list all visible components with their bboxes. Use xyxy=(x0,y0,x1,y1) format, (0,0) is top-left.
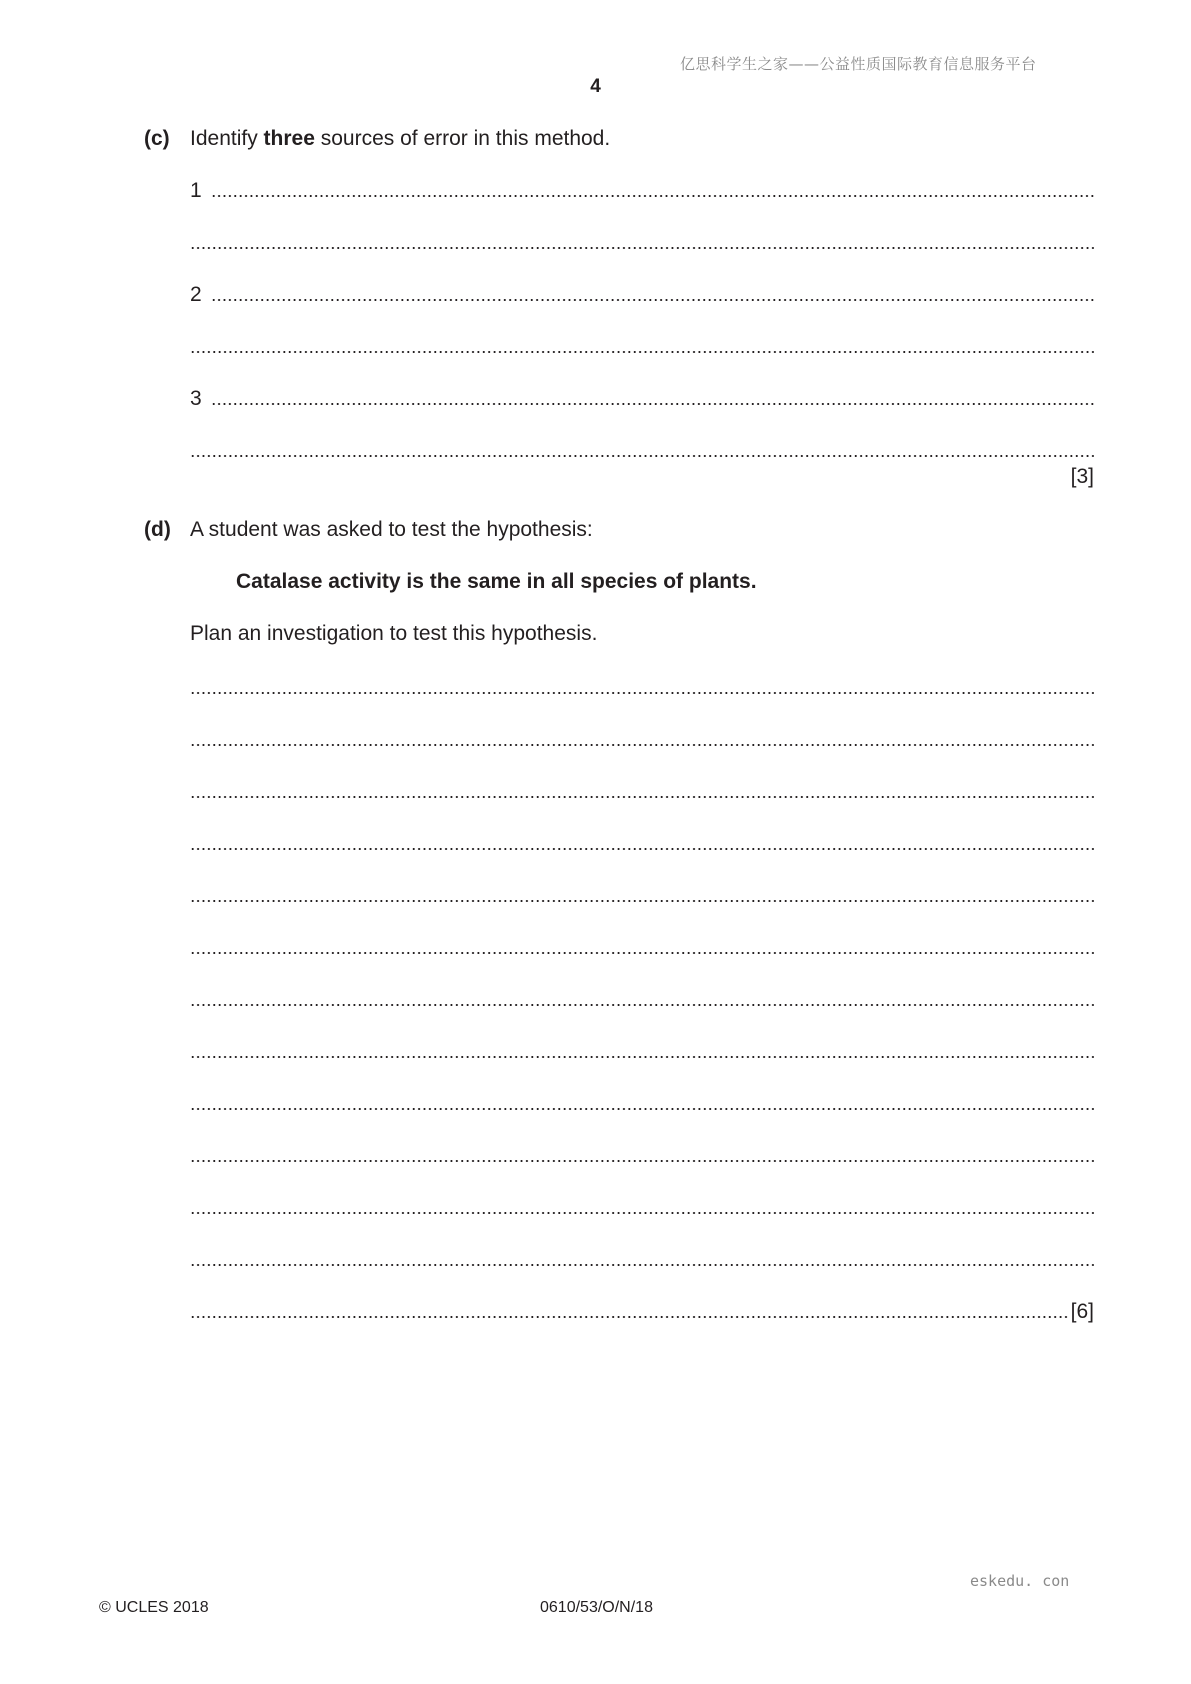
watermark-header: 亿思科学生之家——公益性质国际教育信息服务平台 xyxy=(680,55,1037,73)
dotted-line xyxy=(211,194,1094,198)
part-c-prompt-end: sources of error in this method. xyxy=(314,127,611,150)
answer-line-d11[interactable] xyxy=(190,1196,1094,1220)
page-number: 4 xyxy=(590,76,601,97)
part-c-prompt-start: Identify xyxy=(190,127,264,150)
part-d-marks: [6] xyxy=(1070,1300,1094,1323)
copyright-notice: © UCLES 2018 xyxy=(99,1599,209,1616)
answer-line-d7[interactable] xyxy=(190,988,1094,1012)
dotted-line xyxy=(190,847,1094,851)
dotted-line xyxy=(190,743,1094,747)
dotted-line xyxy=(190,1107,1094,1111)
dotted-line xyxy=(190,246,1094,250)
line-number: 1 xyxy=(190,179,202,202)
answer-line-d6[interactable] xyxy=(190,936,1094,960)
answer-line-c3[interactable] xyxy=(190,387,1094,411)
answer-line-c2-continued[interactable] xyxy=(190,335,1094,359)
dotted-line xyxy=(190,1263,1094,1267)
paper-code: 0610/53/O/N/18 xyxy=(540,1599,653,1616)
answer-line-d8[interactable] xyxy=(190,1040,1094,1064)
dotted-line xyxy=(190,691,1094,695)
dotted-line xyxy=(190,1315,1068,1319)
dotted-line xyxy=(211,298,1094,302)
answer-line-d4[interactable] xyxy=(190,832,1094,856)
dotted-line xyxy=(190,1159,1094,1163)
dotted-line xyxy=(190,795,1094,799)
answer-line-c1-continued[interactable] xyxy=(190,231,1094,255)
answer-line-d12[interactable] xyxy=(190,1248,1094,1272)
answer-line-c1[interactable] xyxy=(190,179,1094,203)
dotted-line xyxy=(190,454,1094,458)
dotted-line xyxy=(190,1003,1094,1007)
answer-line-c2[interactable] xyxy=(190,283,1094,307)
part-c-prompt xyxy=(190,127,610,151)
dotted-line xyxy=(190,1055,1094,1059)
dotted-line xyxy=(190,951,1094,955)
answer-line-d2[interactable] xyxy=(190,728,1094,752)
watermark-footer: eskedu. con xyxy=(970,1572,1070,1590)
dotted-line xyxy=(190,899,1094,903)
part-d-instruction: Plan an investigation to test this hypothesis. xyxy=(190,622,598,645)
dotted-line xyxy=(190,350,1094,354)
answer-line-d5[interactable] xyxy=(190,884,1094,908)
part-d-label: (d) xyxy=(144,518,171,541)
answer-line-d1[interactable] xyxy=(190,676,1094,700)
answer-line-d9[interactable] xyxy=(190,1092,1094,1116)
dotted-line xyxy=(190,1211,1094,1215)
hypothesis-statement: Catalase activity is the same in all species of plants. xyxy=(236,570,757,593)
part-d-prompt: A student was asked to test the hypothesis: xyxy=(190,518,593,541)
part-c-label: (c) xyxy=(144,127,170,150)
answer-line-c3-continued[interactable] xyxy=(190,439,1094,463)
line-number: 2 xyxy=(190,283,202,306)
answer-line-d10[interactable] xyxy=(190,1144,1094,1168)
part-c-marks: [3] xyxy=(1070,465,1094,488)
answer-line-d3[interactable] xyxy=(190,780,1094,804)
dotted-line xyxy=(211,402,1094,406)
line-number: 3 xyxy=(190,387,202,410)
answer-line-d13[interactable] xyxy=(190,1300,1094,1324)
part-c-prompt-emphasis: three xyxy=(263,127,315,150)
